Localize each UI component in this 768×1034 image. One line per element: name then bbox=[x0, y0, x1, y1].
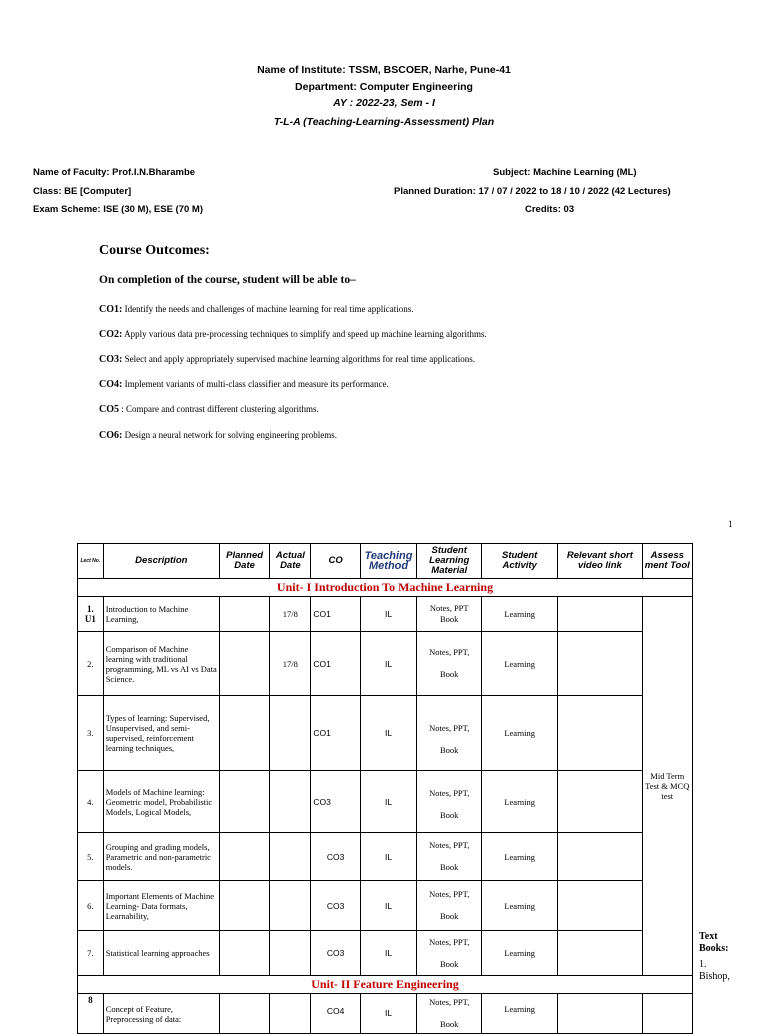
student-activity: Learning bbox=[482, 931, 558, 976]
course-outcomes-title: Course Outcomes: bbox=[99, 243, 210, 258]
table-row bbox=[78, 597, 693, 632]
course-outcome-6 bbox=[99, 430, 337, 441]
unit-2-title: Unit- II Feature Engineering bbox=[78, 976, 693, 994]
student-activity: Learning bbox=[482, 597, 558, 632]
table-row bbox=[78, 994, 693, 1034]
text-books-title-2: Books: bbox=[699, 943, 729, 954]
video-link bbox=[558, 696, 642, 771]
planned-date bbox=[219, 881, 269, 931]
tla-table bbox=[77, 543, 693, 1034]
lecture-number: 8 bbox=[78, 994, 104, 1034]
video-link bbox=[558, 994, 642, 1034]
lecture-number: 2. bbox=[78, 632, 104, 696]
text-books-title: Text bbox=[699, 931, 718, 942]
unit-row bbox=[78, 976, 693, 994]
lecture-description: Important Elements of Machine Learning- Data formats, Learnability, bbox=[103, 881, 219, 931]
co-code: CO2: bbox=[99, 329, 123, 340]
lecture-description: Types of learning: Supervised, Unsupervised, and semi-supervised, reinforcement learning techniques, bbox=[103, 696, 219, 771]
course-outcome: CO1 bbox=[311, 632, 360, 696]
lecture-description: Comparison of Machine learning with traditional programming, ML vs AI vs Data Science. bbox=[103, 632, 219, 696]
learning-material: Notes, PPT, Book bbox=[417, 696, 482, 771]
video-link bbox=[558, 833, 642, 881]
lecture-description: Introduction to Machine Learning, bbox=[103, 597, 219, 632]
exam-scheme: Exam Scheme: ISE (30 M), ESE (70 M) bbox=[33, 204, 204, 215]
institute-name: Name of Institute: TSSM, BSCOER, Narhe, Pune-41 bbox=[257, 64, 511, 76]
actual-date bbox=[270, 994, 311, 1034]
header-student-material: Student Learning Material bbox=[417, 544, 482, 579]
lecture-number: 1. U1 bbox=[78, 597, 104, 632]
student-activity: Learning bbox=[482, 881, 558, 931]
co-code: CO4: bbox=[99, 379, 123, 390]
text-book-author: Bishop, bbox=[699, 971, 730, 982]
planned-date bbox=[219, 696, 269, 771]
co-text: : Compare and contrast different clustering algorithms. bbox=[119, 404, 319, 414]
student-activity: Learning bbox=[482, 994, 558, 1034]
learning-material: Notes, PPT Book bbox=[417, 597, 482, 632]
student-activity: Learning bbox=[482, 696, 558, 771]
course-outcome: CO1 bbox=[311, 696, 360, 771]
table-row bbox=[78, 632, 693, 696]
teaching-method: IL bbox=[360, 597, 417, 632]
lecture-description: Models of Machine learning: Geometric model, Probabilistic Models, Logical Models, bbox=[103, 771, 219, 833]
academic-year: AY : 2022-23, Sem - I bbox=[333, 97, 435, 109]
course-outcomes-subtitle: On completion of the course, student will be able to– bbox=[99, 274, 356, 286]
co-text: Identify the needs and challenges of machine learning for real time applications. bbox=[122, 304, 414, 314]
assessment-tool bbox=[642, 994, 692, 1034]
actual-date bbox=[270, 696, 311, 771]
video-link bbox=[558, 931, 642, 976]
learning-material: Notes, PPT, Book bbox=[417, 931, 482, 976]
actual-date: 17/8 bbox=[270, 632, 311, 696]
actual-date: 17/8 bbox=[270, 597, 311, 632]
course-outcome-4 bbox=[99, 379, 389, 390]
header-actual-date: Actual Date bbox=[270, 544, 311, 579]
lecture-number: 6. bbox=[78, 881, 104, 931]
plan-title: T-L-A (Teaching-Learning-Assessment) Plan bbox=[273, 116, 495, 128]
teaching-method: IL bbox=[360, 931, 417, 976]
subject: Subject: Machine Learning (ML) bbox=[493, 167, 637, 178]
teaching-method: IL bbox=[360, 881, 417, 931]
actual-date bbox=[270, 881, 311, 931]
course-outcome: CO1 bbox=[311, 597, 360, 632]
teaching-method: IL bbox=[360, 771, 417, 833]
course-outcome: CO4 bbox=[311, 994, 360, 1034]
faculty-name: Name of Faculty: Prof.I.N.Bharambe bbox=[33, 167, 196, 178]
student-activity: Learning bbox=[482, 632, 558, 696]
actual-date bbox=[270, 833, 311, 881]
co-code: CO3: bbox=[99, 354, 123, 365]
header-student-activity: Student Activity bbox=[482, 544, 558, 579]
lecture-number: 4. bbox=[78, 771, 104, 833]
assessment-tool: Mid Term Test & MCQ test bbox=[642, 597, 692, 976]
teaching-method: IL bbox=[360, 632, 417, 696]
course-outcome-1 bbox=[99, 304, 413, 315]
course-outcome-2 bbox=[99, 329, 487, 340]
course-outcome: CO3 bbox=[311, 881, 360, 931]
header-planned-date: Planned Date bbox=[219, 544, 269, 579]
course-outcome: CO3 bbox=[311, 771, 360, 833]
co-code: CO1: bbox=[99, 304, 123, 315]
learning-material: Notes, PPT, Book bbox=[417, 833, 482, 881]
course-outcome: CO3 bbox=[311, 833, 360, 881]
planned-date bbox=[219, 771, 269, 833]
video-link bbox=[558, 881, 642, 931]
planned-date bbox=[219, 632, 269, 696]
teaching-method: IL bbox=[360, 994, 417, 1034]
table-row bbox=[78, 771, 693, 833]
lecture-description: Grouping and grading models, Parametric and non-parametric models. bbox=[103, 833, 219, 881]
co-code: CO5 bbox=[99, 404, 119, 415]
table-row bbox=[78, 881, 693, 931]
co-text: Select and apply appropriately supervised machine learning algorithms for real time applications. bbox=[122, 354, 475, 364]
planned-date bbox=[219, 833, 269, 881]
table-row bbox=[78, 696, 693, 771]
video-link bbox=[558, 632, 642, 696]
learning-material: Notes, PPT, Book bbox=[417, 881, 482, 931]
course-outcome-5 bbox=[99, 404, 319, 415]
table-row bbox=[78, 833, 693, 881]
course-outcome-3 bbox=[99, 354, 475, 365]
unit-1-title: Unit- I Introduction To Machine Learning bbox=[78, 579, 693, 597]
learning-material: Notes, PPT, Book bbox=[417, 994, 482, 1034]
video-link bbox=[558, 597, 642, 632]
teaching-method: IL bbox=[360, 833, 417, 881]
video-link bbox=[558, 771, 642, 833]
planned-date bbox=[219, 597, 269, 632]
text-book-number: 1. bbox=[699, 959, 707, 970]
co-text: Design a neural network for solving engineering problems. bbox=[122, 430, 338, 440]
co-text: Implement variants of multi-class classifier and measure its performance. bbox=[122, 379, 389, 389]
lecture-description: Concept of Feature, Preprocessing of data: bbox=[103, 994, 219, 1034]
text-books-note bbox=[699, 931, 730, 983]
student-activity: Learning bbox=[482, 771, 558, 833]
learning-material: Notes, PPT, Book bbox=[417, 632, 482, 696]
unit-row bbox=[78, 579, 693, 597]
course-outcome: CO3 bbox=[311, 931, 360, 976]
planned-date bbox=[219, 931, 269, 976]
class-info: Class: BE [Computer] bbox=[33, 186, 132, 197]
table-header-row bbox=[78, 544, 693, 579]
lecture-description: Statistical learning approaches bbox=[103, 931, 219, 976]
actual-date bbox=[270, 771, 311, 833]
learning-material: Notes, PPT, Book bbox=[417, 771, 482, 833]
student-activity: Learning bbox=[482, 833, 558, 881]
lecture-number: 7. bbox=[78, 931, 104, 976]
actual-date bbox=[270, 931, 311, 976]
lecture-number: 5. bbox=[78, 833, 104, 881]
header-video-link: Relevant short video link bbox=[558, 544, 642, 579]
planned-date bbox=[219, 994, 269, 1034]
table-row bbox=[78, 931, 693, 976]
header-lect-no: Lect No. bbox=[78, 544, 104, 579]
header-teaching-method: Teaching Method bbox=[360, 544, 417, 579]
credits: Credits: 03 bbox=[525, 204, 575, 215]
header-co: CO bbox=[311, 544, 360, 579]
planned-duration: Planned Duration: 17 / 07 / 2022 to 18 / 10 / 2022 (42 Lectures) bbox=[394, 186, 671, 197]
header-assessment-tool: Assess ment Tool bbox=[642, 544, 692, 579]
lecture-number: 3. bbox=[78, 696, 104, 771]
co-code: CO6: bbox=[99, 430, 123, 441]
teaching-method: IL bbox=[360, 696, 417, 771]
department: Department: Computer Engineering bbox=[295, 81, 473, 93]
page-number: 1 bbox=[728, 519, 733, 529]
co-text: Apply various data pre-processing techniques to simplify and speed up machine learning algorithms. bbox=[122, 329, 487, 339]
header-description: Description bbox=[103, 544, 219, 579]
